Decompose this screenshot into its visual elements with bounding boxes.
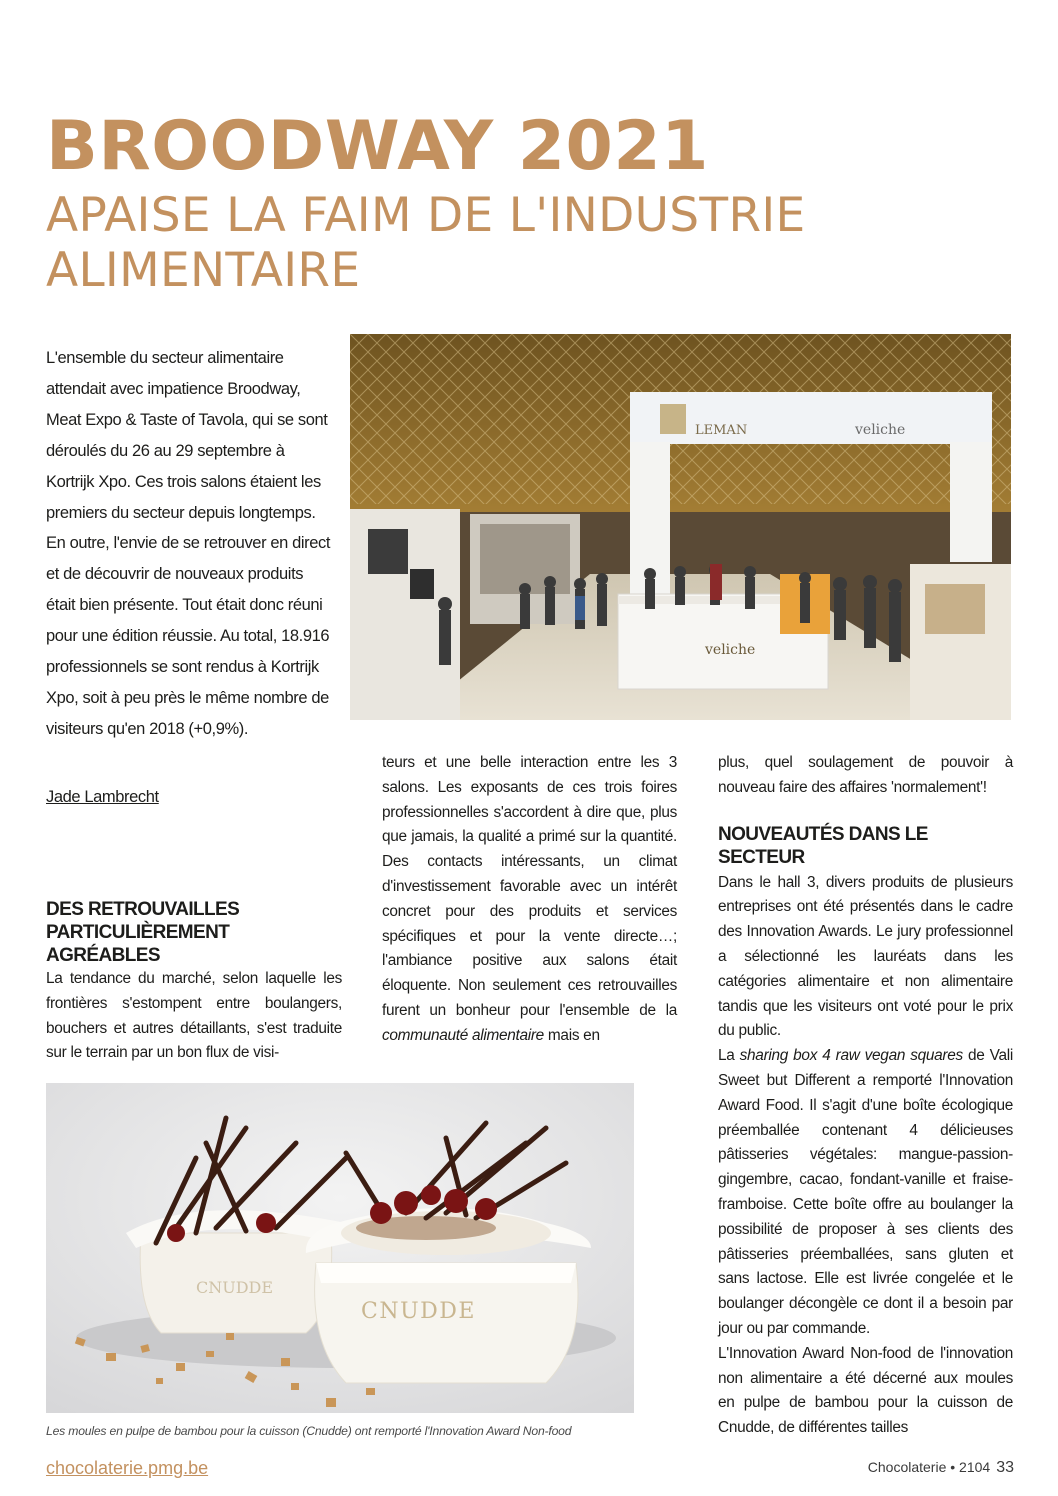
cake-brand-front: CNUDDE: [361, 1299, 476, 1324]
cake-photo: [46, 1083, 634, 1413]
column2-paragraph: [382, 751, 677, 1049]
article-title: BROODWAY 2021: [46, 107, 709, 186]
column-1: [46, 898, 342, 1066]
column3-emphasis: sharing box 4 raw vegan squares: [739, 1047, 963, 1065]
article-intro: L'ensemble du secteur alimentaire attendait avec impatience Broodway, Meat Expo & Taste of Tavola, qui se sont déroulés du 26 au 29 septembre à Kortrijk Xpo. Ces trois salons étaient les premiers du secteur depuis longtemps. En outre, l'envie de se retrouver en direct et de découvrir de nouveaux produits était bien présente. Tout était donc réuni pour une édition réussie. Au total, 18.916 professionnels se sont rendus à Kortrijk Xpo, soit à peu près le même nombre de visiteurs qu'en 2018 (+0,9%).: [46, 349, 331, 738]
author-name[interactable]: Jade Lambrecht: [46, 788, 159, 806]
cake-brand-back: CNUDDE: [196, 1278, 274, 1297]
expo-photo: [350, 334, 1011, 720]
column2-emphasis: communauté alimentaire: [382, 1026, 544, 1044]
column3-paragraph-2: [718, 1044, 1013, 1342]
column3-text-a: La: [718, 1047, 740, 1065]
section-heading-nouveautes: NOUVEAUTÉS DANS LE SECTEUR: [718, 823, 928, 868]
sign-leman: LEMAN: [695, 423, 748, 438]
column-3: [718, 751, 1013, 1441]
sign-veliche-counter: veliche: [705, 642, 756, 658]
footer-website-link[interactable]: chocolaterie.pmg.be: [46, 1458, 209, 1478]
section-heading-retrouvailles: DES RETROUVAILLES PARTICULIÈREMENT AGRÉABLES: [46, 899, 240, 966]
footer-magazine: Chocolaterie • 2104: [867, 1459, 991, 1475]
column3-paragraph-3: L'Innovation Award Non-food de l'innovation non alimentaire a été décerné aux moules en pulpe de bambou pour la cuisson de Cnudde, de différentes tailles: [718, 1344, 1013, 1437]
column2-text-b: mais en: [543, 1026, 600, 1044]
column3-paragraph-1: Dans le hall 3, divers produits de plusieurs entreprises ont été présentés dans le cadre des Innovation Awards. Le jury professionnel a sélectionné les lauréats dans les catégories alimentaire et non alimentaire tandis que les visiteurs ont voté pour le prix du public.: [718, 873, 1013, 1040]
section1-paragraph: La tendance du marché, selon laquelle les frontières s'estompent entre boulangers, bouchers et autres détaillants, s'est traduite sur le terrain par un bon flux de visi-: [46, 970, 342, 1062]
photo-caption: Les moules en pulpe de bambou pour la cuisson (Cnudde) ont remporté l'Innovation Award Non-food: [46, 1424, 572, 1438]
column3-text-b: de Vali Sweet but Different a remporté l'Innovation Award Food. Il s'agit d'une boîte écologique préemballée contenant 4 délicieuses pâtisseries végétales: mangue-passion-gingembre, cacao, fondant-vanille et fraise-framboise. Cette boîte offre au boulanger la possibilité de proposer à ses clients des pâtisseries préemballées, sans gluten et sans lactose. Elle est livrée congelée et le boulanger décongèle ce dont il a besoin par jour ou par commande.: [718, 1047, 1014, 1337]
page-number: 33: [996, 1459, 1014, 1476]
footer-issue: [868, 1459, 1014, 1477]
cake-photo-drawing: [46, 1083, 634, 1413]
column2-text-a: teurs et une belle interaction entre les 3 salons. Les exposants de ces trois foires professionnelles s'accordent à dire que, plus que jamais, la qualité a primé sur la quantité. Des contacts intéressants, un climat d'investissement favorable avec un intérêt concret pour des produits et services spécifiques et pour la vente directe…; l'ambiance positive aux salons était éloquente. Non seulement ces retrouvailles furent un bonheur pour l'ensemble de la: [382, 754, 677, 1019]
expo-photo-drawing: [350, 334, 1011, 720]
column3-lead: plus, quel soulagement de pouvoir à nouveau faire des affaires 'normalement'!: [718, 754, 1013, 796]
column-2: [382, 751, 677, 1049]
article-subtitle: APAISE LA FAIM DE L'INDUSTRIE ALIMENTAIRE: [46, 188, 806, 298]
sign-veliche-top: veliche: [855, 422, 906, 438]
